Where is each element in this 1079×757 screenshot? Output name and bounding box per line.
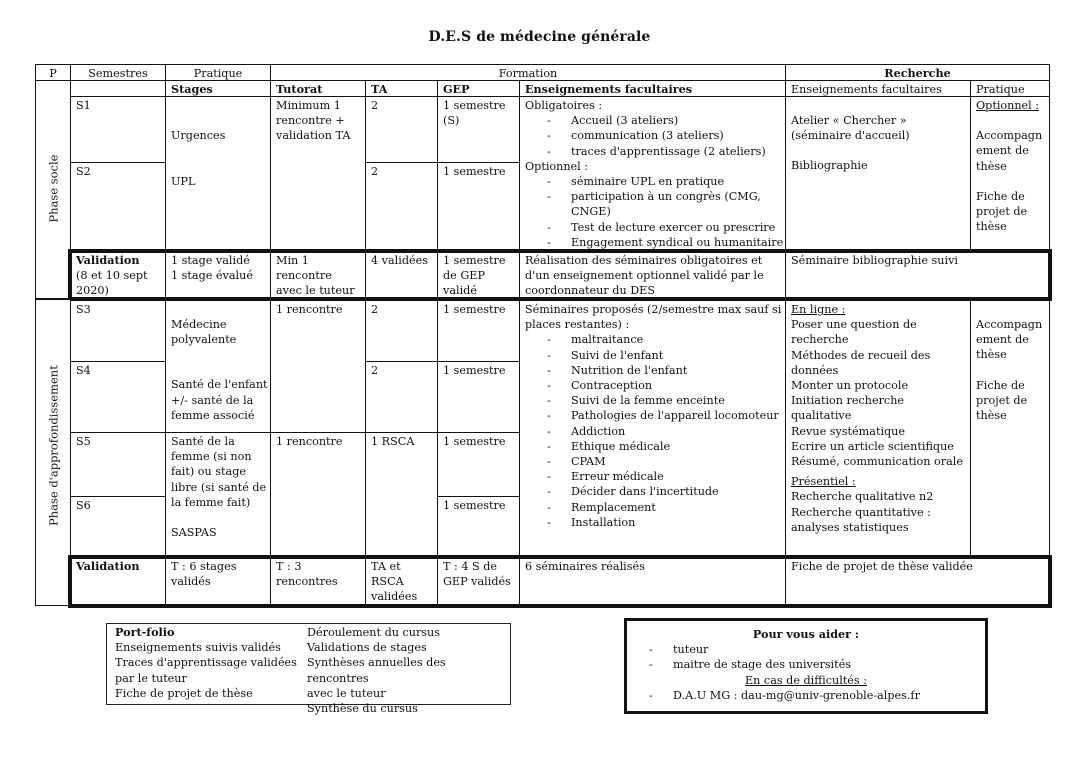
recherche-pratique-socle [970, 96, 1050, 251]
tutorat-line: Minimum 1 [276, 99, 341, 112]
phase-socle-cell [35, 80, 71, 299]
pratique-line: thèse [976, 159, 1007, 173]
validation-line: avec le tuteur [276, 284, 355, 298]
validation-date: (8 et 10 sept [76, 269, 148, 283]
validation-line: GEP validés [443, 575, 511, 589]
stage-line: polyvalente [171, 333, 237, 347]
pratique-line: projet de [976, 205, 1028, 219]
list-item: - Test de lecture exercer ou prescrire [525, 220, 780, 235]
validation-line: 1 semestre [443, 254, 506, 267]
presentiel-item: Recherche qualitative n2 [791, 490, 934, 504]
validation-line: validées [371, 590, 418, 604]
validation-approf-label: Validation [70, 557, 166, 606]
list-item: - Engagement syndical ou humanitaire [525, 235, 780, 250]
aide-box [624, 618, 988, 714]
seminaires-intro: Séminaires proposés (2/semestre max sauf si [525, 303, 782, 316]
difficultes-label: En cas de difficultés : [745, 673, 867, 687]
aide-list [627, 642, 977, 672]
recherche-line: Bibliographie [791, 159, 868, 173]
phase-socle-label: Phase socle [46, 154, 61, 223]
validation-approf-ta [365, 557, 438, 606]
list-item: - maltraitance [525, 332, 780, 347]
pratique-line: ement de [976, 144, 1029, 158]
list-item: - participation à un congrès (CMG, CNGE) [525, 189, 775, 219]
validation-line: Réalisation des séminaires obligatoires et [525, 254, 763, 267]
tutorat-s5-s6: 1 rencontre [270, 432, 366, 558]
pratique-line: thèse [976, 409, 1007, 423]
validation-line: de GEP [443, 269, 485, 283]
stage-line: Santé de l'enfant [171, 378, 268, 392]
ta-s1: 2 [365, 96, 438, 163]
obligatoires-list [525, 113, 780, 159]
portfolio-item: Synthèse du cursus [307, 702, 418, 716]
portfolio-item: par le tuteur [115, 671, 187, 685]
en-ligne-item: qualitative [791, 409, 852, 423]
recherche-line: Atelier « Chercher » [791, 114, 907, 127]
header-recherche-enseignements: Enseignements facultaires [785, 80, 971, 97]
stage-line: la femme fait) [171, 495, 251, 509]
ta-s5-s6: 1 RSCA [365, 432, 438, 558]
semestre-s6: S6 [70, 496, 166, 558]
pratique-line: Fiche de [976, 378, 1025, 392]
en-ligne-item: recherche [791, 333, 849, 347]
validation-line: validés [171, 575, 211, 589]
header-semestres: Semestres [70, 64, 166, 81]
semestre-s5: S5 [70, 432, 166, 497]
list-item: - traces d'apprentissage (2 ateliers) [525, 144, 780, 159]
stage-line: Médecine [171, 318, 227, 331]
validation-line: 1 stage validé [171, 254, 250, 267]
portfolio-item: Fiche de projet de thèse [115, 686, 253, 700]
portfolio-item: Traces d'apprentissage validées [115, 656, 297, 670]
list-item: - Ethique médicale [525, 439, 780, 454]
presentiel-label: Présentiel : [791, 475, 856, 489]
list-item: - Addiction [525, 424, 780, 439]
validation-line: rencontres [276, 575, 338, 589]
ta-s4: 2 [365, 361, 438, 433]
validation-approf-recherche: Fiche de projet de thèse validée [785, 557, 1050, 606]
semestre-s3: S3 [70, 300, 166, 362]
gep-s6: 1 semestre [437, 496, 520, 558]
optionnel-label: Optionnel : [976, 99, 1040, 112]
stages-s5-s6 [165, 432, 271, 558]
recherche-ens-approfondissement [785, 300, 971, 558]
validation-line: coordonnateur du DES [525, 284, 656, 298]
page-title: D.E.S de médecine générale [428, 29, 651, 45]
semestre-s4: S4 [70, 361, 166, 433]
pratique-line: thèse [976, 348, 1007, 362]
tutorat-line: validation TA [276, 129, 351, 143]
stage-line: femme associé [171, 408, 255, 422]
stage-line: +/- santé de la [171, 393, 254, 407]
header-recherche: Recherche [785, 64, 1050, 81]
validation-approf-enseignements: 6 séminaires réalisés [519, 557, 786, 606]
ta-s2: 2 [365, 162, 438, 251]
list-item: - séminaire UPL en pratique [525, 174, 780, 189]
stage-urgences: Urgences [171, 129, 226, 142]
header-enseignements: Enseignements facultaires [519, 80, 786, 97]
portfolio-item: Enseignements suivis validés [115, 641, 281, 655]
portfolio-item: Synthèses annuelles des rencontres [307, 656, 446, 685]
portfolio-item: avec le tuteur [307, 686, 386, 700]
en-ligne-item: Poser une question de [791, 318, 917, 332]
validation-line: T : 4 S de [443, 560, 498, 573]
list-item: - Suivi de l'enfant [525, 348, 780, 363]
en-ligne-item: Monter un protocole [791, 379, 909, 393]
stage-line: libre (si santé de [171, 480, 267, 494]
enseignements-approfondissement [519, 300, 786, 558]
presentiel-item: analyses statistiques [791, 520, 909, 534]
aide-title: Pour vous aider : [752, 627, 860, 641]
gep-s4: 1 semestre [437, 361, 520, 433]
tutorat-line: rencontre + [276, 114, 345, 128]
validation-socle-ta: 4 validées [365, 251, 438, 300]
validation-socle-label [70, 251, 166, 300]
semestre-s2: S2 [70, 162, 166, 251]
portfolio-box [106, 623, 511, 716]
validation-date: 2020) [76, 284, 109, 298]
tutorat-socle [270, 96, 366, 251]
validation-socle-stages [165, 251, 271, 300]
pratique-line: Fiche de [976, 189, 1025, 203]
validation-line: 1 stage évalué [171, 269, 253, 283]
contact-email[interactable]: - D.A.U MG : dau-mg@univ-grenoble-alpes.fr [627, 688, 977, 703]
list-item: - Contraception [525, 378, 780, 393]
validation-line: RSCA [371, 575, 404, 589]
validation-line: Min 1 [276, 254, 309, 267]
header-stages: Stages [165, 80, 271, 97]
validation-line: TA et [371, 560, 401, 573]
list-item: - Accueil (3 ateliers) [525, 113, 780, 128]
gep-s3: 1 semestre [437, 300, 520, 362]
en-ligne-item: Résumé, communication orale [791, 455, 963, 469]
list-item: - Erreur médicale [525, 469, 780, 484]
portfolio-item: Déroulement du cursus [307, 626, 440, 639]
list-item: - Installation [525, 515, 780, 530]
gep-s5: 1 semestre [437, 432, 520, 497]
header-recherche-pratique: Pratique [970, 80, 1050, 97]
optionnel-label: Optionnel : [525, 159, 589, 173]
validation-line: rencontre [276, 269, 332, 283]
seminaires-intro: places restantes) : [525, 318, 630, 332]
list-item: - Décider dans l'incertitude [525, 484, 780, 499]
list-item: - Remplacement [525, 500, 780, 515]
pratique-line: projet de [976, 393, 1028, 407]
optionnel-list [525, 174, 784, 250]
en-ligne-label: En ligne : [791, 303, 846, 316]
validation-line: validé [443, 284, 477, 298]
list-item: - communication (3 ateliers) [525, 128, 780, 143]
en-ligne-item: Méthodes de recueil des [791, 348, 931, 362]
list-item: - Suivi de la femme enceinte [525, 393, 780, 408]
header-gep: GEP [437, 80, 520, 97]
validation-label: Validation [76, 253, 140, 267]
validation-socle-enseignements [519, 251, 786, 300]
obligatoires-label: Obligatoires : [525, 99, 603, 112]
tutorat-s3-s4: 1 rencontre [270, 300, 366, 433]
gep-line: 1 semestre [443, 99, 506, 112]
seminaires-list [525, 332, 780, 530]
recherche-ens-socle [785, 96, 971, 251]
stage-line: Santé de la [171, 435, 235, 448]
validation-socle-tutorat [270, 251, 366, 300]
pratique-line: ement de [976, 333, 1029, 347]
phase-approfondissement-cell [35, 299, 71, 606]
contact-list [627, 688, 977, 703]
presentiel-item: Recherche quantitative : [791, 505, 931, 519]
header-ta: TA [365, 80, 438, 97]
phase-approfondissement-label: Phase d'approfondissement [46, 365, 61, 527]
stage-line: femme (si non [171, 450, 252, 464]
validation-line: d'un enseignement optionnel validé par le [525, 269, 764, 283]
en-ligne-item: données [791, 363, 839, 377]
list-item: - Pathologies de l'appareil locomoteur [525, 408, 780, 423]
semestre-s1: S1 [70, 96, 166, 163]
en-ligne-item: Revue systématique [791, 424, 906, 438]
stages-socle [165, 96, 271, 251]
pratique-line: Accompagn [976, 318, 1043, 331]
curriculum-table [35, 64, 1050, 606]
validation-approf-stages [165, 557, 271, 606]
enseignements-socle [519, 96, 786, 251]
header-p: P [35, 64, 71, 81]
validation-socle-gep [437, 251, 520, 300]
portfolio-item: Validations de stages [307, 641, 427, 655]
validation-line: T : 3 [276, 560, 302, 573]
ta-s3: 2 [365, 300, 438, 362]
portfolio-title: Port-folio [115, 625, 175, 639]
stage-line: fait) ou stage [171, 465, 246, 479]
stage-upl: UPL [171, 175, 196, 188]
recherche-pratique-approfondissement [970, 300, 1050, 558]
en-ligne-item: Initiation recherche [791, 394, 905, 408]
validation-line: T : 6 stages [171, 560, 237, 573]
gep-s2: 1 semestre [437, 162, 520, 251]
header-empty [70, 80, 166, 97]
stage-line: SASPAS [171, 526, 217, 540]
header-formation: Formation [270, 64, 786, 81]
en-ligne-item: Ecrire un article scientifique [791, 439, 954, 453]
gep-s1 [437, 96, 520, 163]
header-pratique: Pratique [165, 64, 271, 81]
pratique-line: Accompagn [976, 129, 1043, 143]
pratique-line: thèse [976, 220, 1007, 234]
aide-item: - maitre de stage des universités [627, 657, 977, 672]
stages-s3-s4 [165, 300, 271, 433]
list-item: - Nutrition de l'enfant [525, 363, 780, 378]
header-tutorat: Tutorat [270, 80, 366, 97]
gep-line: (S) [443, 114, 460, 128]
aide-item: - tuteur [627, 642, 977, 657]
validation-approf-gep [437, 557, 520, 606]
validation-socle-recherche: Séminaire bibliographie suivi [785, 251, 1050, 300]
recherche-line: (séminaire d'accueil) [791, 129, 910, 143]
validation-approf-tutorat [270, 557, 366, 606]
list-item: - CPAM [525, 454, 780, 469]
